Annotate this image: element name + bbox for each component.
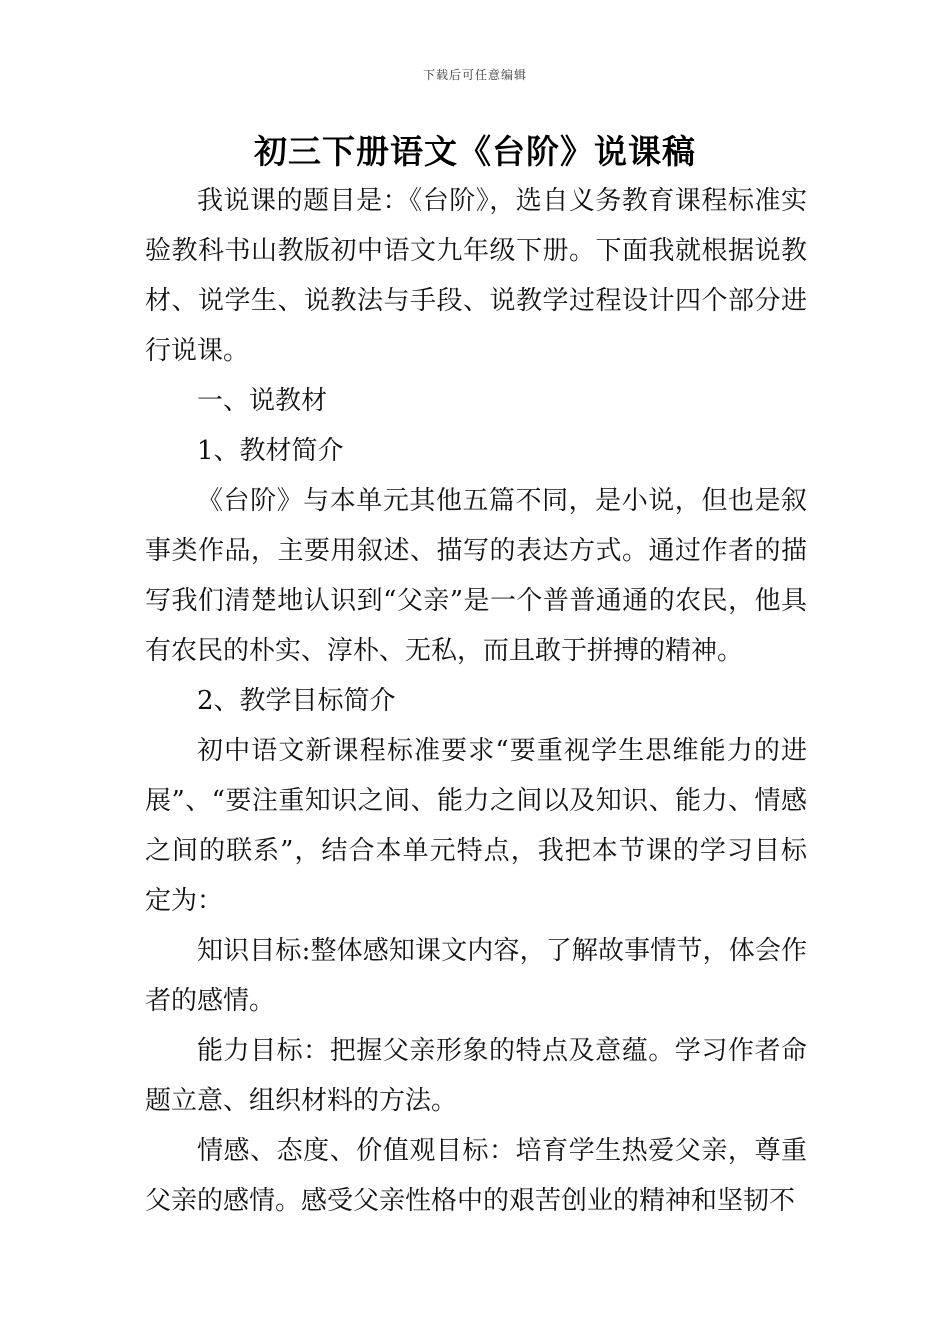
paragraph-textbook-intro: 《台阶》与本单元其他五篇不同，是小说，但也是叙事类作品，主要用叙述、描写的表达方式。通过作者的描写我们清楚地认识到“父亲”是一个普普通通的农民，他具有农民的朴实、淳朴、无私，而且敢于拼搏的精神。 [145,486,807,666]
section-heading-textbook: 一、说教材 [197,386,328,416]
document-title: 初三下册语文《台阶》说课稿 [254,132,696,171]
paragraph-ability-goal: 能力目标：把握父亲形象的特点及意蕴。学习作者命题立意、组织材料的方法。 [145,1036,807,1116]
document-body [145,176,807,1226]
subsection-heading-textbook-intro: 1、教材简介 [197,436,344,466]
paragraph-knowledge-goal: 知识目标:整体感知课文内容，了解故事情节，体会作者的感情。 [145,936,807,1016]
subsection-heading-teaching-goals: 2、教学目标简介 [197,686,396,716]
header-note: 下载后可任意编辑 [422,68,527,82]
paragraph-emotion-goal: 情感、态度、价值观目标：培育学生热爱父亲，尊重父亲的感情。感受父亲性格中的艰苦创业的精神和坚韧不 [145,1136,807,1216]
paragraph-intro: 我说课的题目是：《台阶》，选自义务教育课程标准实验教科书山教版初中语文九年级下册。下面我就根据说教材、说学生、说教法与手段、说教学过程设计四个部分进行说课。 [145,186,807,366]
paragraph-curriculum-standard: 初中语文新课程标准要求“要重视学生思维能力的进展”、“要注重知识之间、能力之间以及知识、能力、情感之间的联系”，结合本单元特点，我把本节课的学习目标定为： [145,736,807,916]
